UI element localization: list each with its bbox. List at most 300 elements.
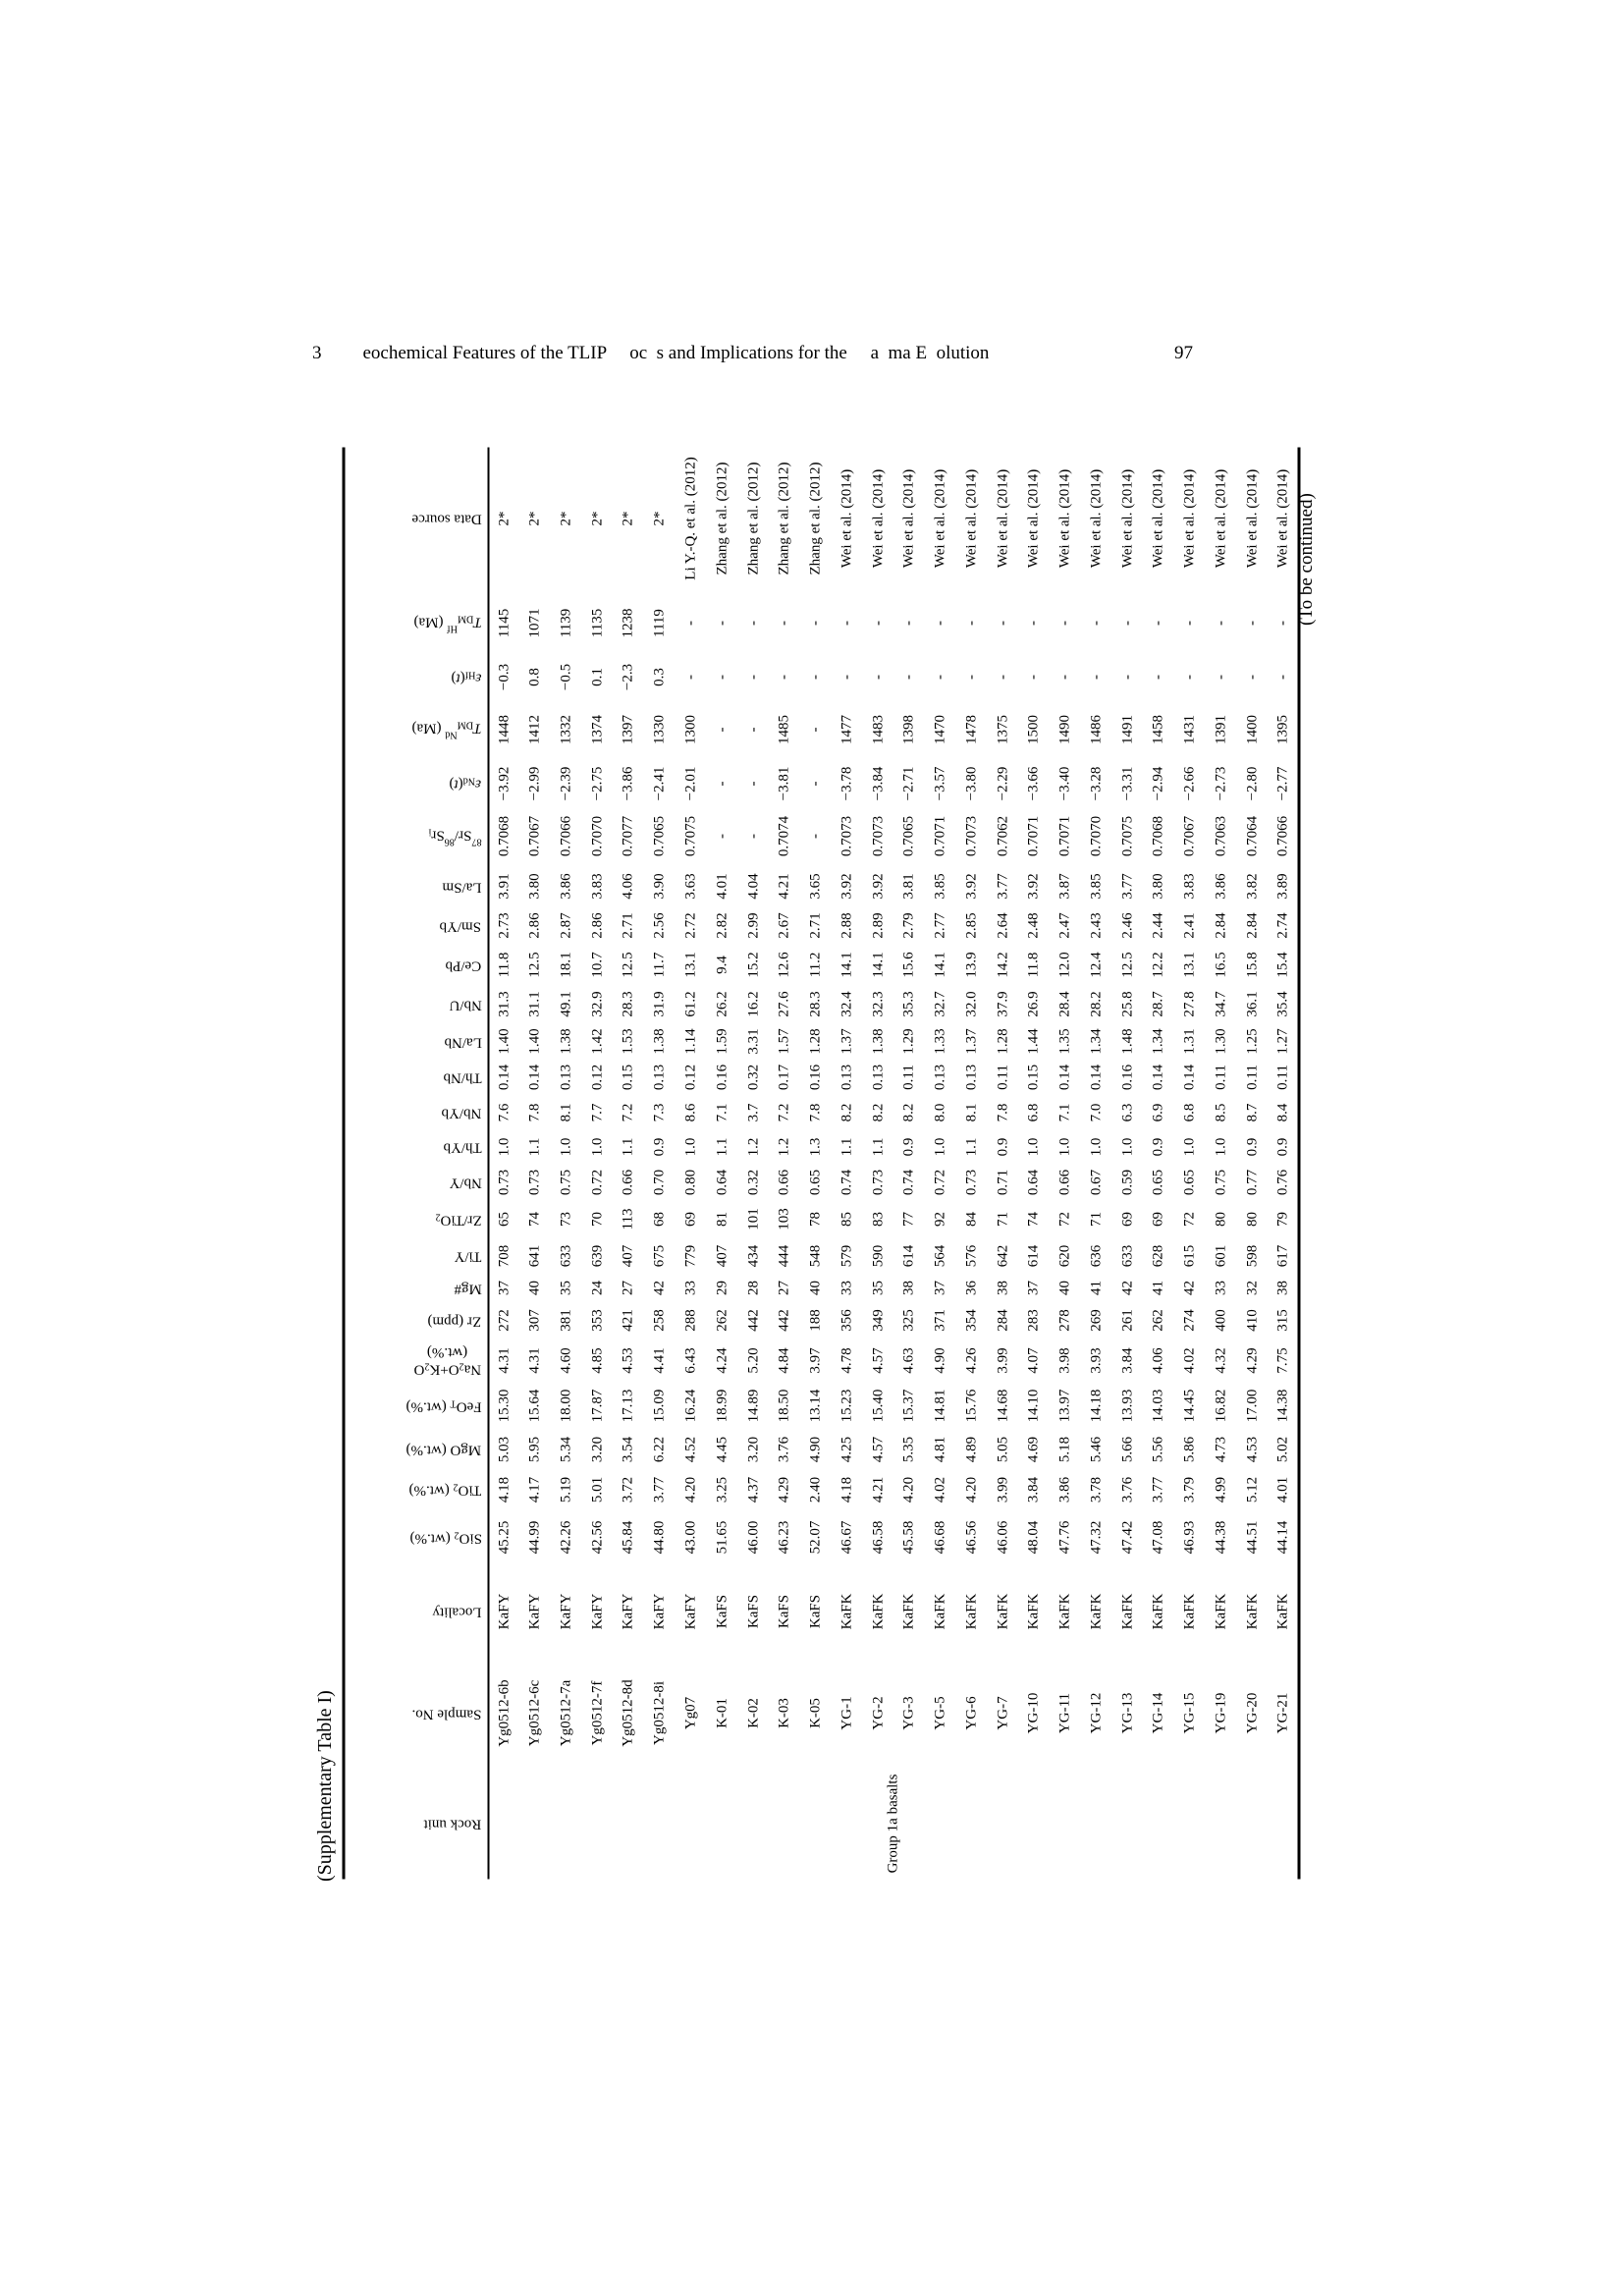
column-header-label: La/Sm — [442, 878, 481, 895]
value-cell-ce_pb: 18.1 — [557, 951, 573, 978]
locality-cell: KaFK — [1025, 1593, 1042, 1629]
table-row — [1143, 447, 1174, 1879]
value-cell-nb_yb: 8.1 — [557, 1103, 573, 1121]
value-cell-na2o_k2o: 3.99 — [994, 1346, 1010, 1374]
value-cell-na2o_k2o: 6.43 — [681, 1346, 698, 1374]
value-cell-la_sm: 4.06 — [620, 872, 636, 900]
value-cell-la_sm: 4.04 — [744, 872, 761, 900]
table-row — [551, 447, 582, 1879]
value-cell-th_yb: 1.0 — [932, 1137, 948, 1156]
value-cell-sio2: 44.14 — [1273, 1520, 1290, 1554]
table-row — [488, 447, 519, 1879]
value-cell-na2o_k2o: 4.32 — [1212, 1346, 1228, 1374]
column-header-mgo — [344, 1429, 489, 1469]
value-cell-la_nb: 1.40 — [526, 1027, 543, 1055]
value-cell-eps_hf: - — [1150, 674, 1166, 680]
table-row — [613, 447, 644, 1879]
value-cell-tdm_nd: 1431 — [1181, 714, 1198, 744]
value-cell-eps_nd: −2.94 — [1150, 766, 1166, 800]
column-header-label: $\varepsilon_{Hf}(t)$ — [451, 668, 481, 685]
sample-cell: Yg07 — [681, 1696, 698, 1729]
value-cell-la_sm: 3.86 — [557, 872, 573, 900]
value-cell-mg_num: 40 — [807, 1280, 824, 1295]
value-cell-ce_pb: 15.4 — [1273, 951, 1290, 978]
value-cell-la_sm: 3.86 — [1212, 872, 1228, 900]
value-cell-mg_num: 36 — [962, 1280, 979, 1295]
value-cell-th_nb: 0.13 — [557, 1064, 573, 1090]
value-cell-eps_nd: −2.66 — [1181, 766, 1198, 800]
value-cell-nb_yb: 7.1 — [1056, 1103, 1073, 1121]
column-header-nb_yb — [344, 1095, 489, 1129]
table-row — [1174, 447, 1206, 1879]
rock-unit-group-cell: Group 1a basalts — [885, 1774, 901, 1873]
value-cell-eps_hf: - — [1212, 674, 1228, 680]
column-header-label: Sample No. — [411, 1705, 481, 1722]
value-cell-la_sm: 3.92 — [1025, 872, 1042, 900]
column-header-label: TiO$_2$ (wt.%) — [408, 1481, 481, 1499]
value-cell-zr: 272 — [495, 1308, 512, 1332]
sample-cell: Yg0512-7a — [557, 1679, 573, 1746]
value-cell-sm_yb: 2.46 — [1118, 911, 1135, 939]
value-cell-nb_u: 27.8 — [1181, 990, 1198, 1017]
value-cell-mgo: 4.89 — [962, 1436, 979, 1462]
value-cell-eps_hf: - — [869, 674, 886, 680]
column-header-feot — [344, 1382, 489, 1429]
value-cell-ti_y: 675 — [651, 1244, 668, 1267]
column-header-nb_y — [344, 1164, 489, 1200]
value-cell-la_sm: 3.92 — [962, 872, 979, 900]
value-cell-mgo: 4.52 — [681, 1436, 698, 1462]
value-cell-sio2: 46.93 — [1181, 1520, 1198, 1554]
value-cell-nb_u: 35.3 — [900, 990, 917, 1017]
sample-cell: YG-6 — [962, 1695, 979, 1730]
value-cell-nb_u: 16.2 — [744, 990, 761, 1017]
value-cell-mgo: 5.56 — [1150, 1436, 1166, 1462]
value-cell-la_nb: 1.34 — [1150, 1027, 1166, 1055]
value-cell-sm_yb: 2.67 — [776, 911, 792, 939]
value-cell-ce_pb: 14.1 — [869, 951, 886, 978]
column-header-nb_u — [344, 984, 489, 1023]
value-cell-th_yb: 1.2 — [776, 1137, 792, 1156]
column-header-label: Nb/Yb — [441, 1105, 481, 1121]
value-cell-zr: 349 — [869, 1308, 886, 1332]
value-cell-na2o_k2o: 3.97 — [807, 1346, 824, 1374]
value-cell-th_yb: 1.0 — [1118, 1137, 1135, 1156]
value-cell-zr: 269 — [1087, 1308, 1104, 1332]
value-cell-tdm_nd: 1397 — [620, 714, 636, 744]
value-cell-zr: 262 — [713, 1308, 730, 1332]
locality-cell: KaFY — [681, 1593, 698, 1629]
value-cell-nb_u: 28.3 — [807, 990, 824, 1017]
value-cell-nb_yb: 7.0 — [1087, 1103, 1104, 1121]
value-cell-eps_hf: - — [1273, 674, 1290, 680]
value-cell-zr_tio2: 81 — [713, 1211, 730, 1227]
value-cell-sio2: 46.00 — [744, 1520, 761, 1554]
value-cell-ce_pb: 16.5 — [1212, 951, 1228, 978]
value-cell-th_yb: 0.9 — [1243, 1137, 1260, 1156]
value-cell-la_sm: 3.91 — [495, 872, 512, 900]
value-cell-na2o_k2o: 4.63 — [900, 1346, 917, 1374]
sample-cell: Yg0512-6b — [495, 1678, 512, 1747]
value-cell-tdm_hf: - — [807, 620, 824, 626]
source-cell: Wei et al. (2014) — [1118, 468, 1135, 568]
value-cell-th_yb: 1.1 — [713, 1137, 730, 1156]
value-cell-th_nb: 0.13 — [962, 1064, 979, 1090]
value-cell-sr_i: 0.7068 — [495, 815, 512, 856]
value-cell-tio2: 4.99 — [1212, 1476, 1228, 1503]
value-cell-la_nb: 3.31 — [744, 1027, 761, 1055]
sample-cell: K-03 — [776, 1697, 792, 1728]
value-cell-tdm_nd: 1490 — [1056, 714, 1073, 744]
value-cell-sr_i: - — [744, 833, 761, 839]
value-cell-eps_nd: −3.57 — [932, 766, 948, 800]
table-row — [831, 447, 862, 1879]
value-cell-ce_pb: 15.8 — [1243, 951, 1260, 978]
locality-cell: KaFK — [869, 1593, 886, 1629]
rotated-table-container — [342, 447, 1289, 1879]
source-cell: 2* — [620, 511, 636, 525]
source-cell: Zhang et al. (2012) — [807, 462, 824, 574]
value-cell-sr_i: 0.7068 — [1150, 815, 1166, 856]
value-cell-la_nb: 1.28 — [807, 1027, 824, 1055]
value-cell-eps_nd: −2.77 — [1273, 766, 1290, 800]
table-row — [1268, 447, 1299, 1879]
value-cell-sm_yb: 2.72 — [681, 911, 698, 939]
sample-cell: YG-10 — [1025, 1692, 1042, 1733]
value-cell-mg_num: 38 — [1273, 1280, 1290, 1295]
value-cell-tdm_nd: 1448 — [495, 714, 512, 744]
value-cell-nb_yb: 7.8 — [526, 1103, 543, 1121]
value-cell-la_sm: 3.65 — [807, 872, 824, 900]
value-cell-feot: 13.93 — [1118, 1389, 1135, 1422]
value-cell-zr_tio2: 85 — [838, 1211, 854, 1227]
value-cell-feot: 18.50 — [776, 1389, 792, 1422]
value-cell-mgo: 3.20 — [744, 1436, 761, 1462]
value-cell-tio2: 4.02 — [932, 1476, 948, 1503]
value-cell-sio2: 42.26 — [557, 1520, 573, 1554]
value-cell-ti_y: 444 — [776, 1244, 792, 1267]
value-cell-sm_yb: 2.99 — [744, 911, 761, 939]
source-cell: 2* — [588, 511, 605, 525]
value-cell-la_sm: 3.81 — [900, 872, 917, 900]
value-cell-eps_hf: −0.3 — [495, 663, 512, 690]
value-cell-sio2: 45.25 — [495, 1520, 512, 1554]
value-cell-zr_tio2: 92 — [932, 1211, 948, 1227]
value-cell-th_nb: 0.11 — [1212, 1064, 1228, 1090]
value-cell-nb_y: 0.72 — [588, 1169, 605, 1195]
column-header-label: Data source — [410, 511, 481, 527]
value-cell-la_sm: 3.77 — [1118, 872, 1135, 900]
value-cell-tdm_nd: 1478 — [962, 714, 979, 744]
value-cell-tdm_nd: 1500 — [1025, 714, 1042, 744]
value-cell-na2o_k2o: 4.53 — [620, 1346, 636, 1374]
value-cell-la_nb: 1.25 — [1243, 1027, 1260, 1055]
value-cell-nb_u: 32.4 — [838, 990, 854, 1017]
value-cell-mg_num: 37 — [1025, 1280, 1042, 1295]
column-header-label: $\varepsilon_{Nd}(t)$ — [449, 775, 481, 793]
value-cell-eps_hf: - — [1025, 674, 1042, 680]
value-cell-mgo: 5.95 — [526, 1436, 543, 1462]
sample-cell: YG-1 — [838, 1695, 854, 1730]
value-cell-th_nb: 0.12 — [588, 1064, 605, 1090]
value-cell-la_sm: 3.87 — [1056, 872, 1073, 900]
column-header-tio2 — [344, 1469, 489, 1509]
value-cell-sr_i: - — [807, 833, 824, 839]
value-cell-sm_yb: 2.41 — [1181, 911, 1198, 939]
source-cell: 2* — [557, 511, 573, 525]
value-cell-nb_y: 0.73 — [526, 1169, 543, 1195]
value-cell-zr_tio2: 80 — [1212, 1211, 1228, 1227]
value-cell-la_nb: 1.33 — [932, 1027, 948, 1055]
table-row — [1111, 447, 1143, 1879]
value-cell-zr_tio2: 78 — [807, 1211, 824, 1227]
value-cell-nb_u: 28.7 — [1150, 990, 1166, 1017]
locality-cell: KaFY — [620, 1593, 636, 1629]
value-cell-tio2: 3.78 — [1087, 1476, 1104, 1503]
column-header-th_yb — [344, 1129, 489, 1164]
value-cell-sio2: 45.58 — [900, 1520, 917, 1554]
value-cell-feot: 15.76 — [962, 1389, 979, 1422]
source-cell: Wei et al. (2014) — [1087, 468, 1104, 568]
value-cell-mg_num: 27 — [620, 1280, 636, 1295]
value-cell-tdm_nd: 1332 — [557, 714, 573, 744]
value-cell-na2o_k2o: 4.78 — [838, 1346, 854, 1374]
value-cell-sr_i: 0.7074 — [776, 815, 792, 856]
column-header-sr_i — [344, 805, 489, 866]
source-cell: Zhang et al. (2012) — [744, 462, 761, 574]
value-cell-mgo: 4.25 — [838, 1436, 854, 1462]
value-cell-nb_y: 0.32 — [744, 1169, 761, 1195]
value-cell-sm_yb: 2.43 — [1087, 911, 1104, 939]
value-cell-tdm_nd: 1486 — [1087, 714, 1104, 744]
value-cell-la_sm: 3.83 — [588, 872, 605, 900]
value-cell-feot: 15.09 — [651, 1389, 668, 1422]
value-cell-nb_u: 25.8 — [1118, 990, 1135, 1017]
value-cell-nb_u: 28.2 — [1087, 990, 1104, 1017]
value-cell-na2o_k2o: 4.57 — [869, 1346, 886, 1374]
value-cell-la_sm: 3.89 — [1273, 872, 1290, 900]
value-cell-eps_hf: - — [681, 674, 698, 680]
value-cell-feot: 13.97 — [1056, 1389, 1073, 1422]
value-cell-eps_hf: - — [932, 674, 948, 680]
value-cell-nb_y: 0.59 — [1118, 1169, 1135, 1195]
column-header-locality — [344, 1564, 489, 1658]
value-cell-mgo: 5.35 — [900, 1436, 917, 1462]
value-cell-ti_y: 617 — [1273, 1244, 1290, 1267]
value-cell-na2o_k2o: 4.60 — [557, 1346, 573, 1374]
value-cell-mg_num: 41 — [1150, 1280, 1166, 1295]
column-header-label: MgO (wt.%) — [406, 1442, 481, 1458]
value-cell-nb_y: 0.65 — [807, 1169, 824, 1195]
value-cell-th_nb: 0.13 — [651, 1064, 668, 1090]
value-cell-la_nb: 1.34 — [1087, 1027, 1104, 1055]
table-row — [676, 447, 707, 1879]
value-cell-nb_y: 0.75 — [1212, 1169, 1228, 1195]
table-row — [1236, 447, 1268, 1879]
value-cell-la_sm: 3.80 — [526, 872, 543, 900]
value-cell-tdm_hf: - — [1181, 620, 1198, 626]
value-cell-nb_u: 31.1 — [526, 990, 543, 1017]
source-cell: 2* — [651, 511, 668, 525]
value-cell-sr_i: 0.7071 — [1056, 815, 1073, 856]
column-header-label: Zr (ppm) — [427, 1312, 481, 1329]
value-cell-th_yb: 1.1 — [838, 1137, 854, 1156]
value-cell-tdm_nd: 1491 — [1118, 714, 1135, 744]
value-cell-tio2: 3.76 — [1118, 1476, 1135, 1503]
value-cell-mgo: 5.66 — [1118, 1436, 1135, 1462]
value-cell-nb_u: 34.7 — [1212, 990, 1228, 1017]
value-cell-eps_hf: 0.3 — [651, 667, 668, 686]
value-cell-th_nb: 0.11 — [1273, 1064, 1290, 1090]
source-cell: Wei et al. (2014) — [1273, 468, 1290, 568]
value-cell-zr: 410 — [1243, 1308, 1260, 1332]
value-cell-mgo: 5.18 — [1056, 1436, 1073, 1462]
value-cell-th_yb: 1.0 — [495, 1137, 512, 1156]
value-cell-la_sm: 4.21 — [776, 872, 792, 900]
sample-cell: YG-7 — [994, 1695, 1010, 1730]
column-header-label: Ti/Y — [454, 1248, 481, 1265]
value-cell-nb_y: 0.64 — [1025, 1169, 1042, 1195]
value-cell-nb_yb: 7.8 — [807, 1103, 824, 1121]
value-cell-nb_u: 32.0 — [962, 990, 979, 1017]
column-header-label: Rock unit — [423, 1816, 481, 1832]
value-cell-zr: 354 — [962, 1308, 979, 1332]
column-header-zr_tio2 — [344, 1200, 489, 1237]
value-cell-eps_nd: −3.80 — [962, 766, 979, 800]
source-cell: Wei et al. (2014) — [869, 468, 886, 568]
sample-cell: K-01 — [713, 1697, 730, 1728]
value-cell-mgo: 4.90 — [807, 1436, 824, 1462]
value-cell-sm_yb: 2.79 — [900, 911, 917, 939]
value-cell-tdm_hf: - — [713, 620, 730, 626]
value-cell-na2o_k2o: 7.75 — [1273, 1346, 1290, 1374]
value-cell-th_yb: 0.9 — [900, 1137, 917, 1156]
value-cell-ce_pb: 13.9 — [962, 951, 979, 978]
value-cell-nb_y: 0.72 — [932, 1169, 948, 1195]
value-cell-zr_tio2: 65 — [495, 1211, 512, 1227]
value-cell-na2o_k2o: 4.31 — [495, 1346, 512, 1374]
value-cell-tdm_nd: 1374 — [588, 714, 605, 744]
value-cell-tdm_hf: - — [838, 620, 854, 626]
column-header-label: Zr/TiO$_2$ — [434, 1210, 481, 1228]
value-cell-eps_nd: −2.75 — [588, 766, 605, 800]
value-cell-mg_num: 42 — [1181, 1280, 1198, 1295]
value-cell-ti_y: 779 — [681, 1244, 698, 1267]
value-cell-nb_y: 0.66 — [776, 1169, 792, 1195]
value-cell-th_yb: 1.1 — [869, 1137, 886, 1156]
value-cell-th_yb: 1.0 — [1025, 1137, 1042, 1156]
value-cell-mg_num: 29 — [713, 1280, 730, 1295]
value-cell-tio2: 4.20 — [681, 1476, 698, 1503]
value-cell-tdm_hf: - — [994, 620, 1010, 626]
value-cell-sio2: 47.32 — [1087, 1520, 1104, 1554]
sample-cell: YG-14 — [1150, 1692, 1166, 1733]
value-cell-sio2: 47.42 — [1118, 1520, 1135, 1554]
value-cell-na2o_k2o: 4.90 — [932, 1346, 948, 1374]
value-cell-zr: 315 — [1273, 1308, 1290, 1332]
value-cell-mgo: 5.05 — [994, 1436, 1010, 1462]
value-cell-eps_nd: −2.99 — [526, 766, 543, 800]
value-cell-la_nb: 1.53 — [620, 1027, 636, 1055]
value-cell-th_yb: 1.0 — [588, 1137, 605, 1156]
value-cell-sm_yb: 2.86 — [526, 911, 543, 939]
value-cell-feot: 15.40 — [869, 1389, 886, 1422]
value-cell-th_nb: 0.14 — [1056, 1064, 1073, 1090]
value-cell-tdm_hf: - — [1118, 620, 1135, 626]
value-cell-ce_pb: 13.1 — [681, 951, 698, 978]
value-cell-na2o_k2o: 4.84 — [776, 1346, 792, 1374]
value-cell-na2o_k2o: 3.84 — [1118, 1346, 1135, 1374]
value-cell-th_yb: 1.0 — [557, 1137, 573, 1156]
value-cell-nb_yb: 6.3 — [1118, 1103, 1135, 1121]
value-cell-nb_yb: 6.8 — [1025, 1103, 1042, 1121]
value-cell-la_nb: 1.14 — [681, 1027, 698, 1055]
value-cell-la_sm: 3.80 — [1150, 872, 1166, 900]
value-cell-na2o_k2o: 3.98 — [1056, 1346, 1073, 1374]
source-cell: Wei et al. (2014) — [1212, 468, 1228, 568]
sample-cell: YG-21 — [1273, 1692, 1290, 1733]
value-cell-ti_y: 407 — [620, 1244, 636, 1267]
value-cell-sm_yb: 2.44 — [1150, 911, 1166, 939]
value-cell-eps_hf: - — [776, 674, 792, 680]
value-cell-feot: 17.13 — [620, 1389, 636, 1422]
value-cell-th_nb: 0.11 — [994, 1064, 1010, 1090]
value-cell-zr: 325 — [900, 1308, 917, 1332]
source-cell: Wei et al. (2014) — [900, 468, 917, 568]
value-cell-sr_i: 0.7070 — [1087, 815, 1104, 856]
value-cell-ti_y: 548 — [807, 1244, 824, 1267]
value-cell-eps_hf: - — [1181, 674, 1198, 680]
sample-cell: YG-3 — [900, 1695, 917, 1730]
source-cell: Wei et al. (2014) — [1025, 468, 1042, 568]
value-cell-tio2: 4.17 — [526, 1476, 543, 1503]
value-cell-nb_u: 31.9 — [651, 990, 668, 1017]
value-cell-zr: 442 — [744, 1308, 761, 1332]
chapter-number: 3 — [312, 343, 322, 363]
value-cell-sm_yb: 2.77 — [932, 911, 948, 939]
value-cell-la_nb: 1.42 — [588, 1027, 605, 1055]
value-cell-eps_nd: −3.92 — [495, 766, 512, 800]
value-cell-sm_yb: 2.82 — [713, 911, 730, 939]
value-cell-nb_y: 0.77 — [1243, 1169, 1260, 1195]
column-header-label: $T_{DM}^{Hf}$ (Ma) — [412, 612, 481, 633]
value-cell-tio2: 3.25 — [713, 1476, 730, 1503]
value-cell-zr: 356 — [838, 1308, 854, 1332]
value-cell-sm_yb: 2.71 — [620, 911, 636, 939]
value-cell-th_nb: 0.15 — [1025, 1064, 1042, 1090]
value-cell-la_nb: 1.30 — [1212, 1027, 1228, 1055]
column-header-label: FeO$_T$ (wt.%) — [405, 1396, 481, 1414]
value-cell-zr_tio2: 101 — [744, 1207, 761, 1230]
value-cell-la_sm: 3.90 — [651, 872, 668, 900]
value-cell-ti_y: 633 — [557, 1244, 573, 1267]
value-cell-tdm_hf: 1139 — [557, 608, 573, 637]
value-cell-zr: 442 — [776, 1308, 792, 1332]
table-row — [893, 447, 925, 1879]
value-cell-tdm_nd: 1330 — [651, 714, 668, 744]
value-cell-nb_u: 31.3 — [495, 990, 512, 1017]
value-cell-feot: 16.82 — [1212, 1389, 1228, 1422]
column-header-label: Th/Yb — [442, 1139, 481, 1156]
table-row — [644, 447, 676, 1879]
value-cell-eps_hf: - — [994, 674, 1010, 680]
value-cell-sm_yb: 2.86 — [588, 911, 605, 939]
value-cell-tdm_nd: 1458 — [1150, 714, 1166, 744]
value-cell-th_yb: 1.0 — [1056, 1137, 1073, 1156]
locality-cell: KaFK — [1150, 1593, 1166, 1629]
value-cell-feot: 15.23 — [838, 1389, 854, 1422]
value-cell-tio2: 4.21 — [869, 1476, 886, 1503]
